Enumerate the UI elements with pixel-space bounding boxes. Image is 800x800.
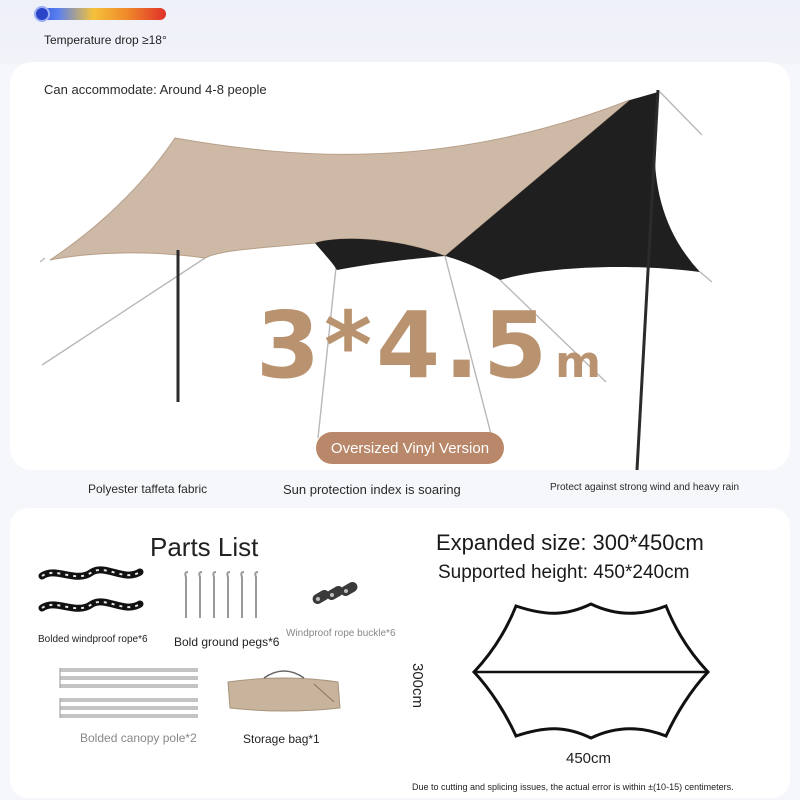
storage-bag-icon <box>224 668 346 714</box>
rope-icon <box>36 562 146 622</box>
size-headline <box>256 292 605 410</box>
size-number: 3*4.5 <box>256 292 552 399</box>
expanded-size-label: Expanded size: 300*450cm <box>436 530 704 555</box>
supported-height-label: Supported height: 450*240cm <box>438 562 690 583</box>
feature-row <box>0 478 800 500</box>
part-label-buckle: Windproof rope buckle*6 <box>286 628 396 639</box>
part-label-pegs: Bold ground pegs*6 <box>174 635 280 649</box>
dimension-height-label: 300cm <box>409 663 426 709</box>
part-label-rope: Bolded windproof rope*6 <box>38 634 148 645</box>
part-label-pole: Bolded canopy pole*2 <box>80 731 197 745</box>
canopy-pole-icon <box>58 664 204 720</box>
rope-buckle-icon <box>310 578 366 612</box>
part-label-bag: Storage bag*1 <box>243 732 320 746</box>
feature-weather: Protect against strong wind and heavy rain <box>550 482 739 493</box>
parts-title: Parts List <box>150 532 259 562</box>
capacity-label: Can accommodate: Around 4-8 people <box>44 82 267 97</box>
temperature-label: Temperature drop ≥18° <box>44 33 167 47</box>
tolerance-note: Due to cutting and splicing issues, the actual error is within ±(10-15) centimeters. <box>412 782 734 792</box>
feature-sun-protection: Sun protection index is soaring <box>283 482 461 497</box>
version-badge: Oversized Vinyl Version <box>316 432 504 464</box>
feature-fabric: Polyester taffeta fabric <box>88 482 208 496</box>
tarp-dimension-diagram <box>466 596 716 746</box>
size-unit: m <box>555 337 605 388</box>
ground-peg-icon <box>180 568 270 624</box>
dimension-width-label: 450cm <box>566 750 612 767</box>
